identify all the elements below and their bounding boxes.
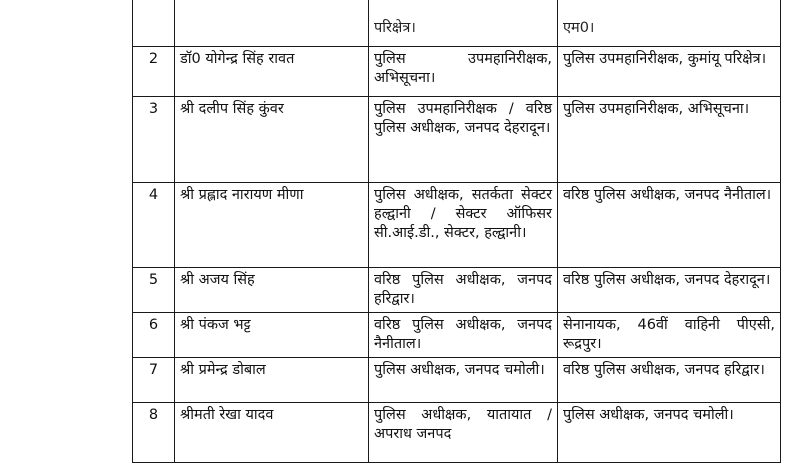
officer-name [175,0,369,47]
officer-name: डॉ0 योगेन्द्र सिंह रावत [175,47,369,97]
current-posting: वरिष्ठ पुलिस अधीक्षक, जनपद हरिद्वार। [369,268,558,313]
current-posting: पुलिस अधीक्षक, जनपद चमोली। [369,358,558,403]
table-row [133,313,781,358]
table-row [133,0,781,47]
officer-name: श्री दलीप सिंह कुंवर [175,97,369,183]
serial-number: 4 [133,183,175,268]
new-posting: वरिष्ठ पुलिस अधीक्षक, जनपद नैनीताल। [558,183,781,268]
serial-number: 5 [133,268,175,313]
new-posting: पुलिस उपमहानिरीक्षक, अभिसूचना। [558,97,781,183]
current-posting: वरिष्ठ पुलिस अधीक्षक, जनपद नैनीताल। [369,313,558,358]
current-posting: पुलिस अधीक्षक, सतर्कता सेक्टर हल्द्वानी / सेक्टर ऑफिसर सी.आई.डी., सेक्टर, हल्द्वानी। [369,183,558,268]
current-posting: पुलिस उपमहानिरीक्षक / वरिष्ठ पुलिस अधीक्षक, जनपद देहरादून। [369,97,558,183]
table-row [133,47,781,97]
table-row [133,268,781,313]
current-posting: पुलिस अधीक्षक, यातायात / अपराध जनपद [369,403,558,463]
table-row [133,183,781,268]
officer-name: श्री प्रमेन्द्र डोबाल [175,358,369,403]
serial-number: 3 [133,97,175,183]
new-posting: वरिष्ठ पुलिस अधीक्षक, जनपद देहरादून। [558,268,781,313]
serial-number: 7 [133,358,175,403]
officer-name: श्री पंकज भट्ट [175,313,369,358]
current-posting-text: परिक्षेत्र। [374,20,416,36]
new-posting [558,0,781,47]
current-posting: पुलिस उपमहानिरीक्षक, अभिसूचना। [369,47,558,97]
table-row [133,358,781,403]
serial-number: 8 [133,403,175,463]
serial-number: 6 [133,313,175,358]
officer-name: श्री अजय सिंह [175,268,369,313]
table-row [133,97,781,183]
serial-number: 2 [133,47,175,97]
new-posting: पुलिस उपमहानिरीक्षक, कुमांयू परिक्षेत्र। [558,47,781,97]
transfer-table [132,0,781,463]
officer-name: श्रीमती रेखा यादव [175,403,369,463]
new-posting: वरिष्ठ पुलिस अधीक्षक, जनपद हरिद्वार। [558,358,781,403]
new-posting: सेनानायक, 46वीं वाहिनी पीएसी, रूद्रपुर। [558,313,781,358]
table-row [133,403,781,463]
current-posting [369,0,558,47]
serial-number [133,0,175,47]
new-posting-text: एम0। [563,20,595,36]
new-posting: पुलिस अधीक्षक, जनपद चमोली। [558,403,781,463]
officer-name: श्री प्रह्लाद नारायण मीणा [175,183,369,268]
